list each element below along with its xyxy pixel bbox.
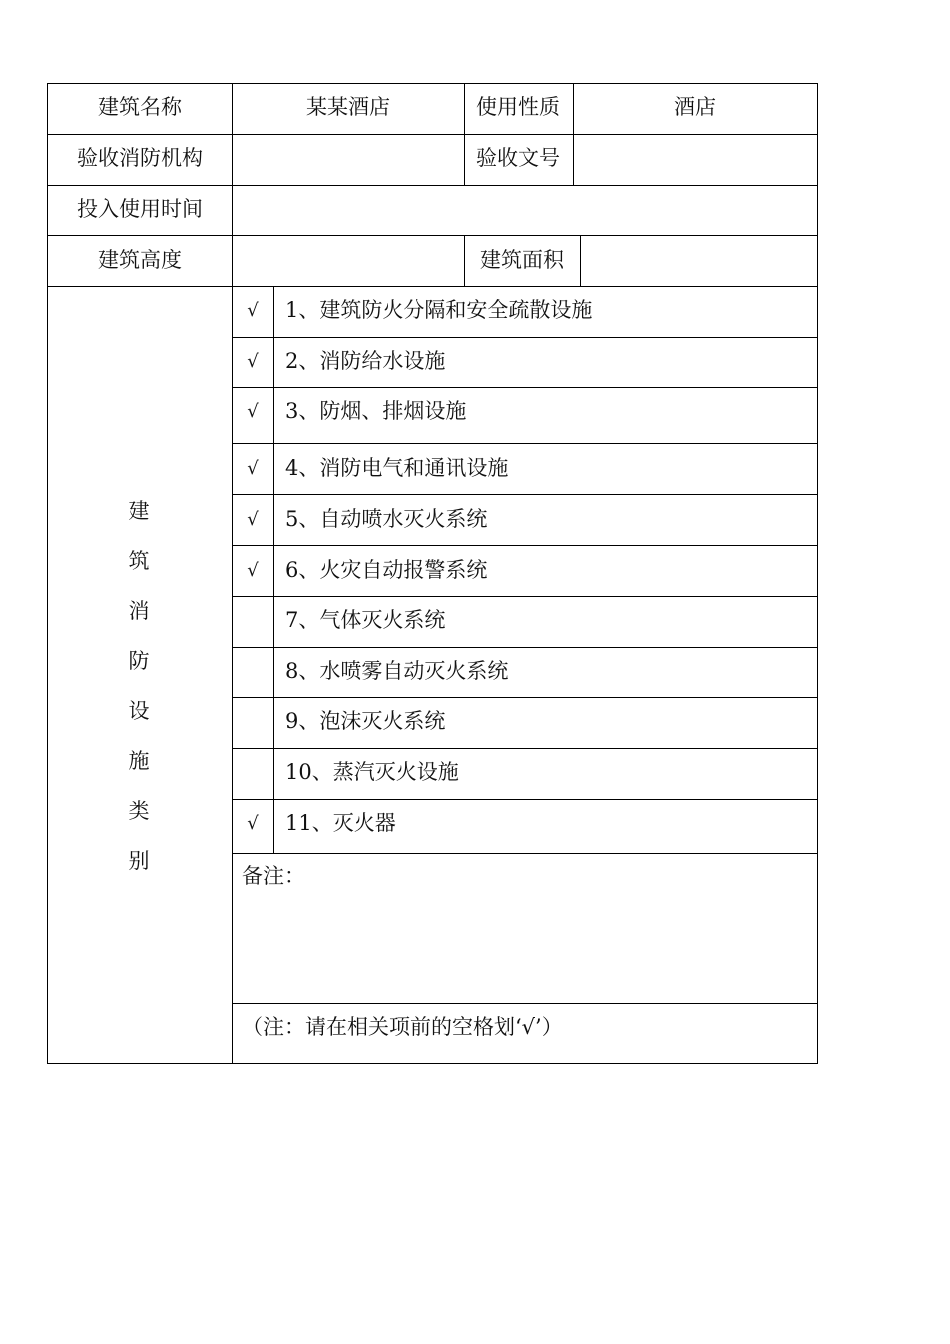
footnote: （注：请在相关项前的空格划‘√’） (242, 1015, 563, 1039)
row-divider (233, 596, 818, 597)
in-use-time-label: 投入使用时间 (77, 197, 203, 221)
area-label: 建筑面积 (480, 248, 564, 272)
column-divider (580, 235, 581, 287)
acceptance-agency-label: 验收消防机构 (77, 146, 203, 170)
category-label-char: 别 (128, 849, 150, 873)
row-divider (233, 697, 818, 698)
row-divider (47, 185, 818, 186)
category-label (127, 486, 151, 886)
item-label: 8、水喷雾自动灭火系统 (285, 659, 509, 683)
row-divider (47, 286, 818, 287)
building-name-label: 建筑名称 (98, 95, 182, 119)
row-divider (233, 647, 818, 648)
item-label: 9、泡沫灭火系统 (285, 709, 446, 733)
remarks-label: 备注： (242, 864, 305, 888)
row-divider (233, 443, 818, 444)
item-checkbox[interactable]: √ (247, 509, 259, 530)
column-divider (232, 83, 233, 1064)
item-label: 3、防烟、排烟设施 (285, 399, 467, 423)
row-divider (47, 235, 818, 236)
item-checkbox[interactable]: √ (247, 813, 259, 834)
column-divider (573, 83, 574, 186)
building-name-value[interactable]: 某某酒店 (306, 95, 390, 119)
row-divider (233, 748, 818, 749)
item-checkbox[interactable]: √ (247, 560, 259, 581)
check-column-divider (273, 286, 274, 854)
table-border-top (47, 83, 818, 84)
row-divider (233, 387, 818, 388)
category-label-char: 消 (128, 599, 150, 623)
row-divider (233, 337, 818, 338)
category-label-char: 筑 (128, 549, 150, 573)
table-border-bottom (47, 1063, 818, 1064)
table-border-right (817, 83, 818, 1064)
item-checkbox[interactable]: √ (247, 458, 259, 479)
category-label-char: 类 (128, 799, 150, 823)
usage-value[interactable]: 酒店 (674, 95, 716, 119)
row-divider (233, 853, 818, 854)
item-label: 7、气体灭火系统 (285, 608, 446, 632)
category-label-char: 施 (128, 749, 150, 773)
item-label: 10、蒸汽灭火设施 (285, 760, 459, 784)
column-divider (464, 235, 465, 287)
item-checkbox[interactable]: √ (247, 401, 259, 422)
height-label: 建筑高度 (98, 248, 182, 272)
category-label-char: 建 (128, 499, 150, 523)
category-label-char: 设 (128, 699, 150, 723)
item-checkbox[interactable]: √ (247, 300, 259, 321)
category-label-char: 防 (128, 649, 150, 673)
row-divider (233, 545, 818, 546)
item-label: 1、建筑防火分隔和安全疏散设施 (285, 298, 593, 322)
item-checkbox[interactable]: √ (247, 351, 259, 372)
usage-label: 使用性质 (476, 95, 560, 119)
remarks-field[interactable] (240, 892, 810, 996)
table-border-left (47, 83, 48, 1064)
row-divider (233, 799, 818, 800)
item-label: 2、消防给水设施 (285, 349, 446, 373)
row-divider (47, 134, 818, 135)
row-divider (233, 1003, 818, 1004)
item-label: 6、火灾自动报警系统 (285, 558, 488, 582)
item-label: 4、消防电气和通讯设施 (285, 456, 509, 480)
row-divider (233, 494, 818, 495)
column-divider (464, 83, 465, 186)
document-no-label: 验收文号 (476, 146, 560, 170)
item-label: 11、灭火器 (285, 811, 396, 835)
item-label: 5、自动喷水灭火系统 (285, 507, 488, 531)
